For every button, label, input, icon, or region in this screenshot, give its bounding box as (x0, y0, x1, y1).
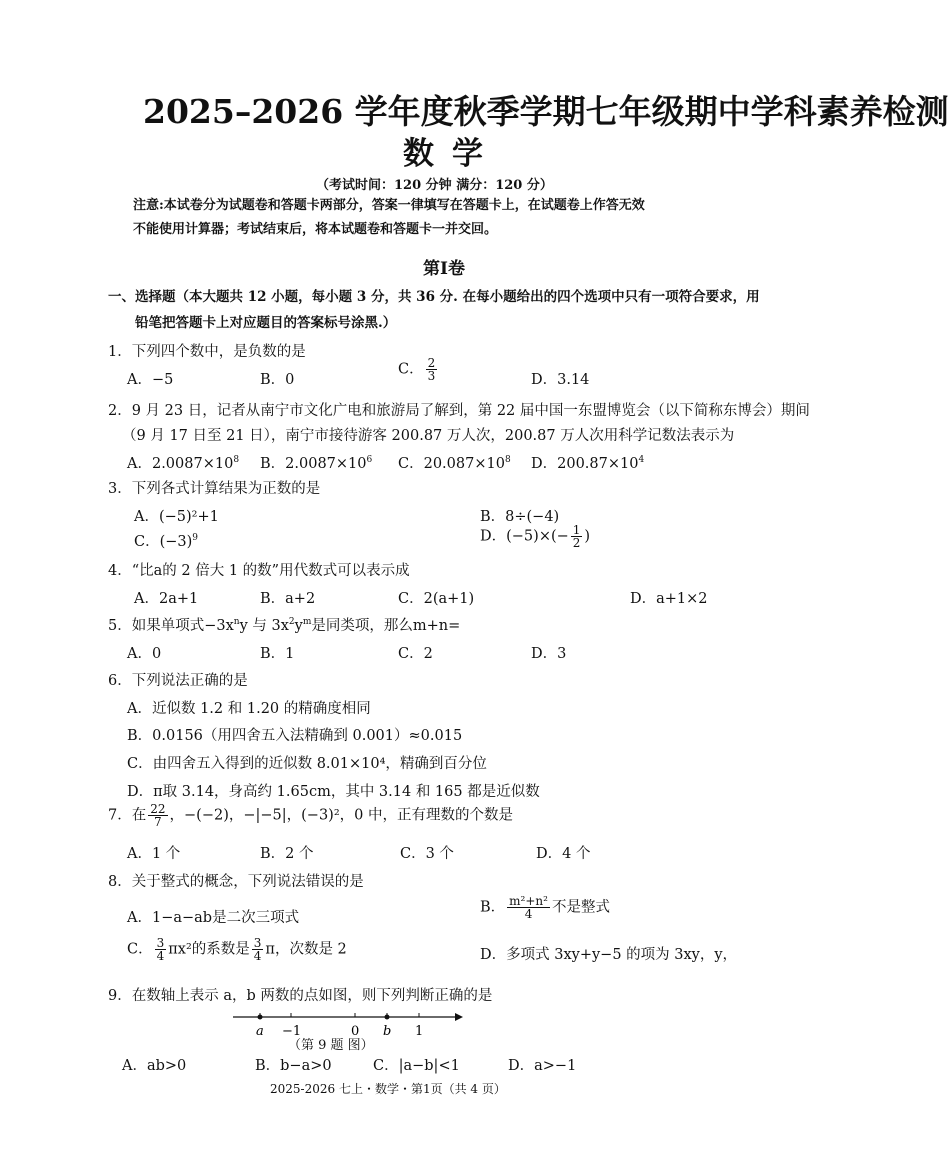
q9-option-b: B．b−a>0 (255, 1058, 332, 1074)
q4-option-a: A．2a+1 (134, 591, 199, 607)
q1-option-c: C． $\frac{2}{3}$ (398, 356, 436, 383)
q9-option-a: A．ab>0 (122, 1058, 187, 1074)
q6-stem: 6．下列说法正确的是 (108, 673, 248, 689)
axis-label-minus-1: −1 (282, 1024, 302, 1039)
q8-stem: 8．关于整式的概念，下列说法错误的是 (108, 874, 364, 890)
q5-option-d: D．3 (531, 646, 567, 662)
section-title-line-2: 铅笔把答题卡上对应题目的答案标号涂黑.） (135, 315, 397, 331)
q6-option-d: D．π取 3.14，身高约 1.65cm，其中 3.14 和 165 都是近似数 (127, 784, 540, 800)
q3-stem: 3．下列各式计算结果为正数的是 (108, 481, 321, 497)
volume-title: 第Ⅰ卷 (423, 259, 465, 279)
q9-option-c: C．|a−b|<1 (373, 1058, 460, 1074)
exam-title: 2025–2026 学年度秋季学期七年级期中学科素养检测 (143, 92, 949, 131)
q4-option-c: C．2(a+1) (398, 591, 475, 607)
q5-option-b: B．1 (260, 646, 295, 662)
q6-option-c: C．由四舍五入得到的近似数 8.01×10⁴，精确到百分位 (127, 756, 487, 772)
q4-option-d: D．a+1×2 (630, 591, 708, 607)
axis-label-b: b (383, 1024, 392, 1039)
q9-figure-caption: （第 9 题 图） (288, 1038, 374, 1053)
q4-option-b: B．a+2 (260, 591, 316, 607)
q2-option-d: D．$200.87\times 10^4$ (531, 455, 645, 472)
q5-option-c: C．2 (398, 646, 433, 662)
q2-option-c: C．$20.087\times 10^8$ (398, 455, 511, 472)
axis-label-1: 1 (415, 1024, 424, 1039)
page-footer: 2025-2026 七上・数学・第1页（共 4 页） (270, 1082, 506, 1096)
note-line-1: 注意:本试卷分为试题卷和答题卡两部分，答案一律填写在答题卡上，在试题卷上作答无效 (133, 198, 645, 213)
q7-stem: 7．在 $\frac{22}{7}$ ，−(−2)，−|−5|，(−3)²，0 中，正有理数的个数是 (108, 802, 513, 829)
q9-stem: 9．在数轴上表示 a，b 两数的点如图，则下列判断正确的是 (108, 988, 493, 1004)
q3-option-c: C．$(-3)^9$ (134, 533, 199, 550)
q2-stem-line-2: （9 月 17 日至 21 日），南宁市接待游客 200.87 万人次，200.87 万人次用科学记数法表示为 (122, 428, 735, 444)
q1-option-a: A．−5 (127, 372, 174, 388)
axis-label-0: 0 (351, 1024, 360, 1039)
q2-option-a: A．$2.0087\times 10^8$ (127, 455, 240, 472)
q3-option-d: D．(−5)×(− $\frac{1}{2}$ ) (480, 523, 591, 550)
q2-stem-line-1: 2．9 月 23 日，记者从南宁市文化广电和旅游局了解到，第 22 届中国一东盟博览会（以下简称东博会）期间 (108, 403, 810, 419)
subject-title: 数学 (403, 136, 501, 172)
q4-stem: 4．“比a的 2 倍大 1 的数”用代数式可以表示成 (108, 563, 410, 579)
q5-stem: 5．如果单项式$-3x^ny$ 与 $3x^2y^m$是同类项，那么m+n= (108, 617, 461, 634)
q8-option-b: B． $\frac{\text{m²+n²}}{4}$ 不是整式 (480, 894, 610, 921)
point-a (258, 1015, 263, 1020)
q6-option-b: B．0.0156（用四舍五入法精确到 0.001）≈0.015 (127, 728, 463, 744)
q7-option-d: D．4 个 (536, 846, 591, 862)
q3-option-b: B．8÷(−4) (480, 509, 560, 525)
q7-option-a: A．1 个 (127, 846, 181, 862)
q7-option-c: C．3 个 (400, 846, 454, 862)
section-title-line-1: 一、选择题（本大题共 12 小题，每小题 3 分，共 36 分. 在每小题给出的四个选项中只有一项符合要求，用 (108, 289, 760, 305)
q1-option-b: B．0 (260, 372, 295, 388)
q1-option-d: D．3.14 (531, 372, 590, 388)
q6-option-a: A．近似数 1.2 和 1.20 的精确度相同 (127, 701, 371, 717)
q1-stem: 1．下列四个数中，是负数的是 (108, 344, 306, 360)
q5-option-a: A．0 (127, 646, 162, 662)
axis-label-a: a (256, 1024, 264, 1039)
q2-option-b: B．$2.0087\times 10^6$ (260, 455, 373, 472)
note-line-2: 不能使用计算器；考试结束后，将本试题卷和答题卡一并交回。 (133, 222, 498, 237)
point-b (385, 1015, 390, 1020)
q7-option-b: B．2 个 (260, 846, 314, 862)
q8-option-c: C． $\frac{3}{4}$ πx²的系数是 $\frac{3}{4}$ π，次数是 2 (127, 936, 347, 963)
q3-option-a: A．(−5)²+1 (134, 509, 219, 525)
exam-info: （考试时间：120 分钟 满分：120 分） (316, 178, 553, 193)
number-line-arrow (455, 1013, 463, 1021)
q8-option-d: D．多项式 3xy+y−5 的项为 3xy，y， (480, 947, 738, 963)
q8-option-a: A．1−a−ab是二次三项式 (127, 910, 300, 926)
q9-option-d: D．a>−1 (508, 1058, 577, 1074)
